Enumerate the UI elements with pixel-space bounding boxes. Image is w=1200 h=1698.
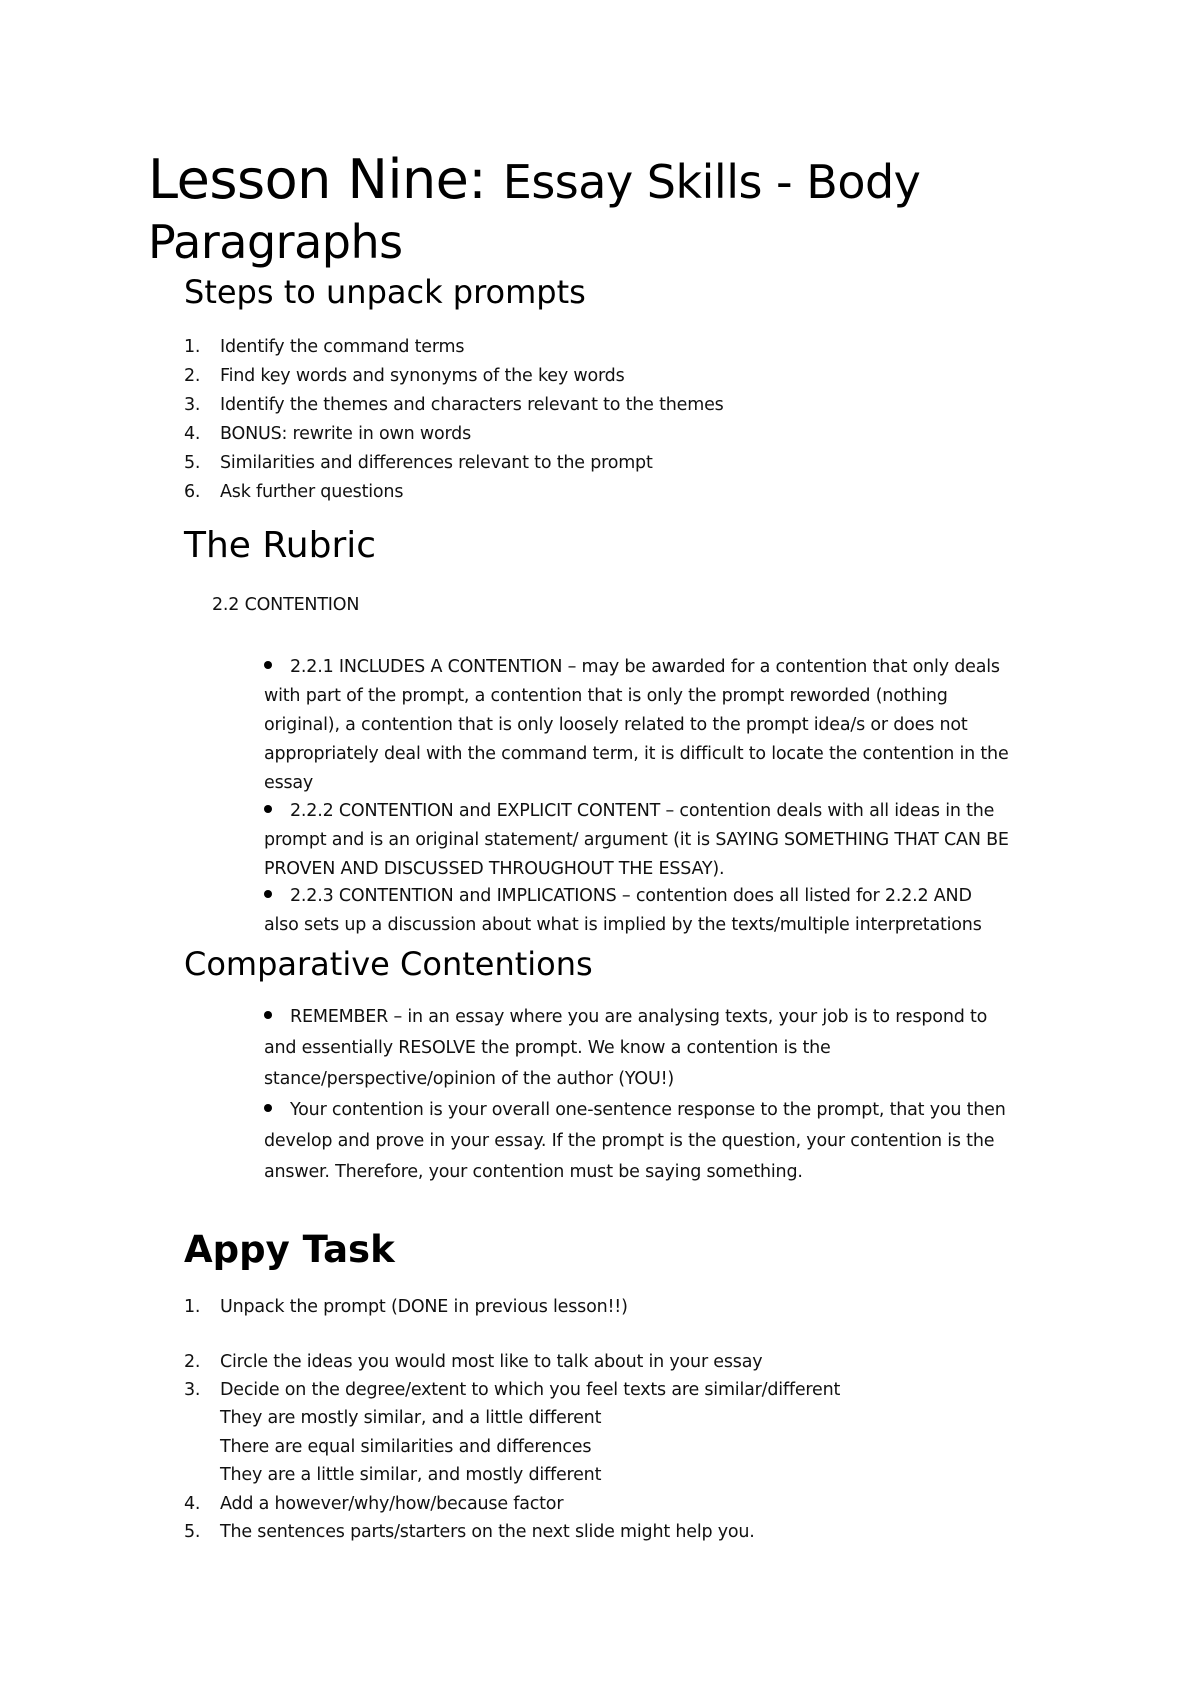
rubric-section-label: 2.2 CONTENTION bbox=[212, 595, 360, 615]
steps-heading: Steps to unpack prompts bbox=[184, 273, 586, 311]
task-sub-item: They are a little similar, and mostly different bbox=[220, 1465, 602, 1485]
page-title-continued: Paragraphs bbox=[148, 215, 403, 269]
document-page: Lesson Nine: Essay Skills - Body Paragraphs Steps to unpack prompts 1. Identify the command terms 2. Find key words and synonyms of the key words 3. Identify the themes and characters relevant to the themes 4. BONUS: rewrite in own words 5. Similarities and differences relevant to the prompt 6. Ask further questions The Rubric 2.2 CONTENTION 2.2.1 INCLUDES A CONTENTION – may be awarded for a contention that only deals with part of the prompt, a contention that is only the prompt reworded (nothing original), a contention that is only loosely related to the prompt idea/s or does not appropriately deal with the command term, it is difficult to locate the contention in the essay 2.2.2 CONTENTION and EXPLICIT CONTENT – contention deals with all ideas in the prompt and is an original statement/ argument (it is SAYING SOMETHING THAT CAN BE PROVEN AND DISCUSSED THROUGHOUT THE ESSAY). 2.2.3 CONTENTION and IMPLICATIONS – contention does all listed for 2.2.2 AND also sets up a discussion about what is implied by the texts/multiple interpretations Comparative Contentions REMEMBER – in an essay where you are analysing texts, your job is to respond to and essentially RESOLVE the prompt. We know a contention is the stance/perspective/opinion of the author (YOU!) Your contention is your overall one-sentence response to the prompt, that you then develop and prove in your essay. If the prompt is the question, your contention is the answer. Therefore, your contention must be saying something. Appy Task 1. Unpack the prompt (DONE in previous lesson!!) 2. Circle the ideas you would most like to talk about in your essay 3. Decide on the degree/extent to which you feel texts are similar/different They are mostly similar, and a little different There are equal similarities and differences They are a little similar, and mostly different 4. Add a however/why/how/because factor 5. The sentences parts/starters on the next slide might help you. bbox=[148, 148, 1009, 1542]
bullet-icon bbox=[264, 890, 272, 898]
task-heading: Appy Task bbox=[184, 1228, 395, 1271]
bullet-icon bbox=[264, 1104, 272, 1112]
page-title: Lesson Nine: Essay Skills - Body bbox=[148, 148, 921, 211]
bullet-icon bbox=[264, 1011, 272, 1019]
bullet-icon bbox=[264, 805, 272, 813]
bullet-icon bbox=[264, 661, 272, 669]
comparative-heading: Comparative Contentions bbox=[184, 945, 593, 983]
rubric-heading: The Rubric bbox=[184, 525, 377, 566]
task-sub-item: They are mostly similar, and a little different bbox=[220, 1408, 602, 1428]
task-sub-item: There are equal similarities and differences bbox=[220, 1437, 592, 1457]
